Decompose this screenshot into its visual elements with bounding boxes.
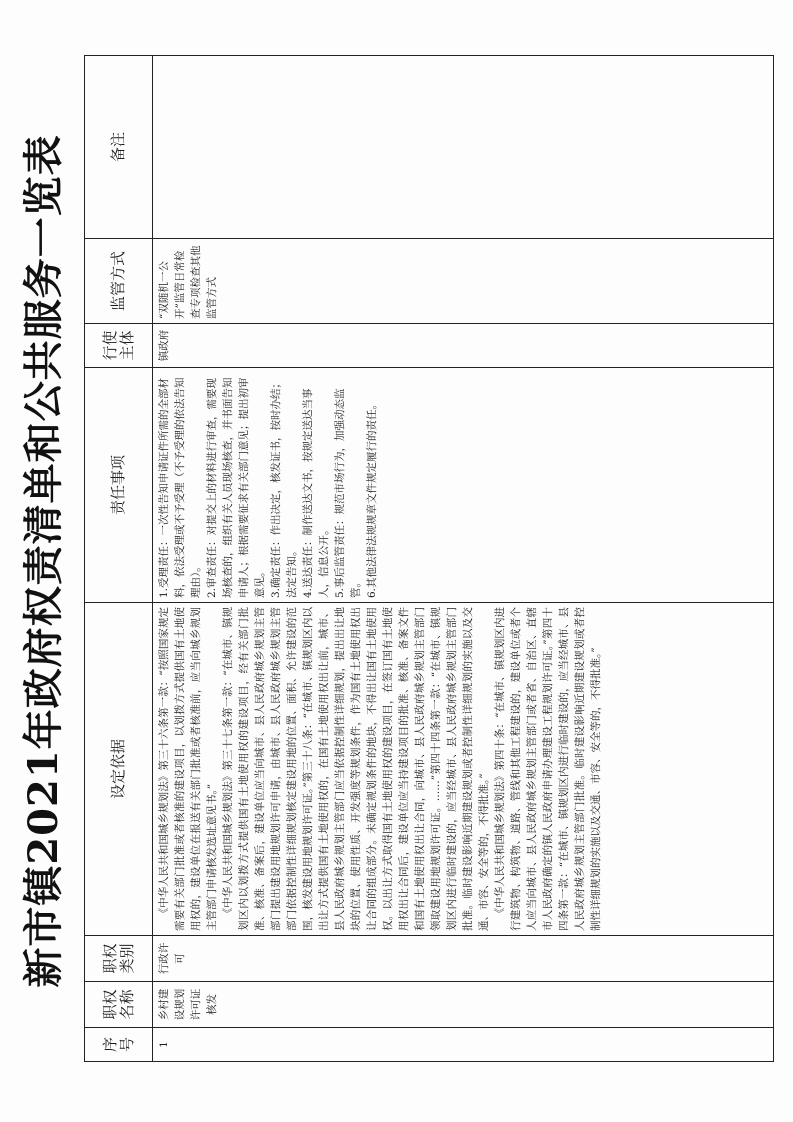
cell-seq: 1: [153, 1028, 774, 1062]
header-power-category: 职权类别: [85, 936, 153, 982]
cell-remarks: [153, 56, 774, 239]
responsibility-item: 3.确定责任：作出决定，核发证书，按时办结；法定告知。: [270, 377, 298, 598]
cell-power-name: 乡村建设规划许可证核发: [153, 982, 774, 1028]
header-subject: 行使主体: [85, 324, 153, 368]
header-supervision: 监管方式: [85, 239, 153, 324]
header-power-name: 职权名称: [85, 982, 153, 1028]
cell-supervision: “双随机一公开”监管日常检查专项检查其他监管方式: [153, 239, 774, 324]
table-header-row: [85, 56, 153, 1062]
header-seq: 序号: [85, 1028, 153, 1062]
header-remarks: 备注: [85, 56, 153, 239]
responsibility-item: 4.送达责任：制作送达文书，按规定送达当事人，信息公开。: [302, 388, 330, 598]
cell-responsibility: [153, 368, 774, 603]
header-responsibility: 责任事项: [85, 368, 153, 603]
basis-paragraph: 《中华人民共和国城乡规划法》第三十七条第一款：“在城市、镇规划区内以划拨方式提供国有土地使用权的建设项目，经有关部门批准、核准、备案后，建设单位应当向城市、县人民政府城乡规划主管部门提出建设用地规划许可申请，由城市、县人民政府城乡规划主管部门依据控制性详细规划核定建设用地的位置、面积、允许建设的范围，核发建设用地规划许可证。”第三十八条：“在城市、镇规划区内以出让方式提供国有土地使用权的，在国有土地使用权出让前，城市、县人民政府城乡规划主管部门应当依据控制性详细规划，提出出让地块的位置、使用性质、开发强度等规划条件，作为国有土地使用权出让合同的组成部分。未确定规划条件的地块，不得出让国有土地使用权。以出让方式取得国有土地使用权的建设项目，在签订国有土地使用权出让合同后，建设单位应当持建设项目的批准、核准、备案文件和国有土地使用权出让合同，向城市、县人民政府城乡规划主管部门领取建设用地规划许可证。……”第四十四条第一款：“在城市、镇规划区内进行临时建设的，应当经城市、县人民政府城乡规划主管部门批准。临时建设影响近期建设规划或者控制性详细规划的实施以及交通、市容、安全等的，不得批准。”: [222, 607, 490, 931]
responsibility-item: 1.受理责任：一次性告知申请证件所需的全部材料，依法受理或不予受理（不予受理的依法告知理由）。: [158, 377, 202, 598]
responsibility-item: 2.审查责任：对提交上的材料进行审查，需要现场核查的，组织有关人员现场核查，并书面告知申请人；根据需要征求有关部门意见；提出初审意见。: [206, 377, 266, 598]
cell-subject: 镇政府: [153, 324, 774, 368]
document-title: 新市镇2021年政府权责清单和公共服务一览表: [20, 134, 67, 988]
basis-paragraph: 《中华人民共和国城乡规划法》第四十条：“在城市、镇规划区内进行建筑物、构筑物、道路、管线和其他工程建设的，建设单位或者个人应当向城市、县人民政府城乡规划主管部门或者省、自治区、直辖市人民政府确定的镇人民政府申请办理建设工程规划许可证。”第四十四条第一款：“在城市、镇规划区内进行临时建设的，应当经城市、县人民政府城乡规划主管部门批准。临时建设影响近期建设规划或者控制性详细规划的实施以及交通、市容、安全等的，不得批准。”: [494, 607, 602, 931]
power-list-table: [84, 55, 774, 1062]
cell-power-category: 行政许可: [153, 936, 774, 982]
basis-paragraph: 《中华人民共和国城乡规划法》第三十六条第一款：“按照国家规定需要有关部门批准或者核准的建设项目，以划拨方式提供国有土地使用权的，建设单位在报送有关部门批准或者核准前，应当向城乡规划主管部门申请核发选址意见书。”: [158, 607, 218, 931]
table-row: [153, 56, 774, 1062]
responsibility-item: 5.事后监管责任：规范市场行为，加强动态监管。: [334, 388, 362, 598]
cell-basis: [153, 603, 774, 936]
responsibility-item: 6.其他法律法规规章文件规定履行的责任。: [366, 398, 378, 598]
header-basis: 设定依据: [85, 603, 153, 936]
